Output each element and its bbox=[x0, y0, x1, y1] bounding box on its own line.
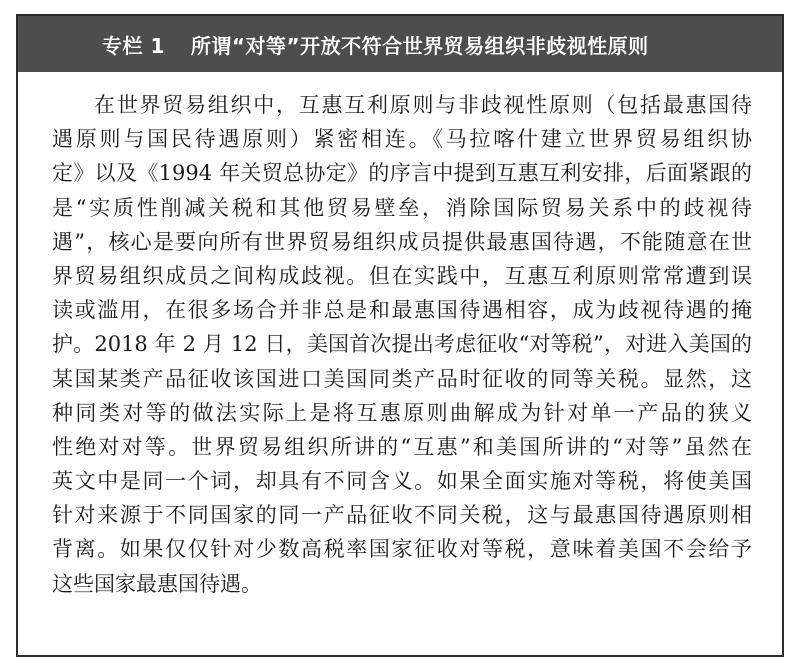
body-line: 是“实质性削减关税和其他贸易壁垒，消除国际贸易关系中的歧视待 bbox=[52, 195, 752, 220]
body-line: 种同类对等的做法实际上是将互惠原则曲解成为针对单一产品的狭义 bbox=[52, 400, 752, 425]
body-line: 性绝对对等。世界贸易组织所讲的“互惠”和美国所讲的“对等”虽然在 bbox=[52, 434, 752, 459]
body-line: 定》以及《1994 年关贸总协定》的序言中提到互惠互利安排，后面紧跟的 bbox=[52, 161, 752, 186]
box-title: 所谓“对等”开放不符合世界贸易组织非歧视性原则 bbox=[190, 33, 649, 58]
body-line: 在世界贸易组织中，互惠互利原则与非歧视性原则（包括最惠国待 bbox=[94, 93, 752, 117]
body-line: 界贸易组织成员之间构成歧视。但在实践中，互惠互利原则常常遭到误 bbox=[52, 263, 752, 288]
box-header bbox=[18, 16, 782, 72]
body-line: 针对来源于不同国家的同一产品征收不同关税，这与最惠国待遇原则相 bbox=[52, 503, 752, 528]
body-line: 英文中是同一个词，却具有不同含义。如果全面实施对等税，将使美国 bbox=[52, 469, 752, 494]
body-line: 遇”，核心是要向所有世界贸易组织成员提供最惠国待遇，不能随意在世 bbox=[52, 229, 752, 254]
body-line: 遇原则与国民待遇原则）紧密相连。《马拉喀什建立世界贸易组织协 bbox=[52, 127, 752, 152]
body-line: 读或滥用，在很多场合并非总是和最惠国待遇相容，成为歧视待遇的掩 bbox=[52, 298, 752, 323]
sidebar-box bbox=[16, 14, 784, 657]
body-line: 这些国家最惠国待遇。 bbox=[52, 571, 262, 596]
body-line: 某国某类产品征收该国进口美国同类产品时征收的同等关税。显然，这 bbox=[52, 366, 752, 391]
box-body bbox=[52, 88, 752, 601]
body-line: 背离。如果仅仅针对少数高税率国家征收对等税，意味着美国不会给予 bbox=[52, 537, 752, 562]
box-label: 专栏 1 bbox=[102, 33, 165, 58]
body-line: 护。2018 年 2 月 12 日，美国首次提出考虑征收“对等税”，对进入美国的 bbox=[52, 332, 752, 357]
